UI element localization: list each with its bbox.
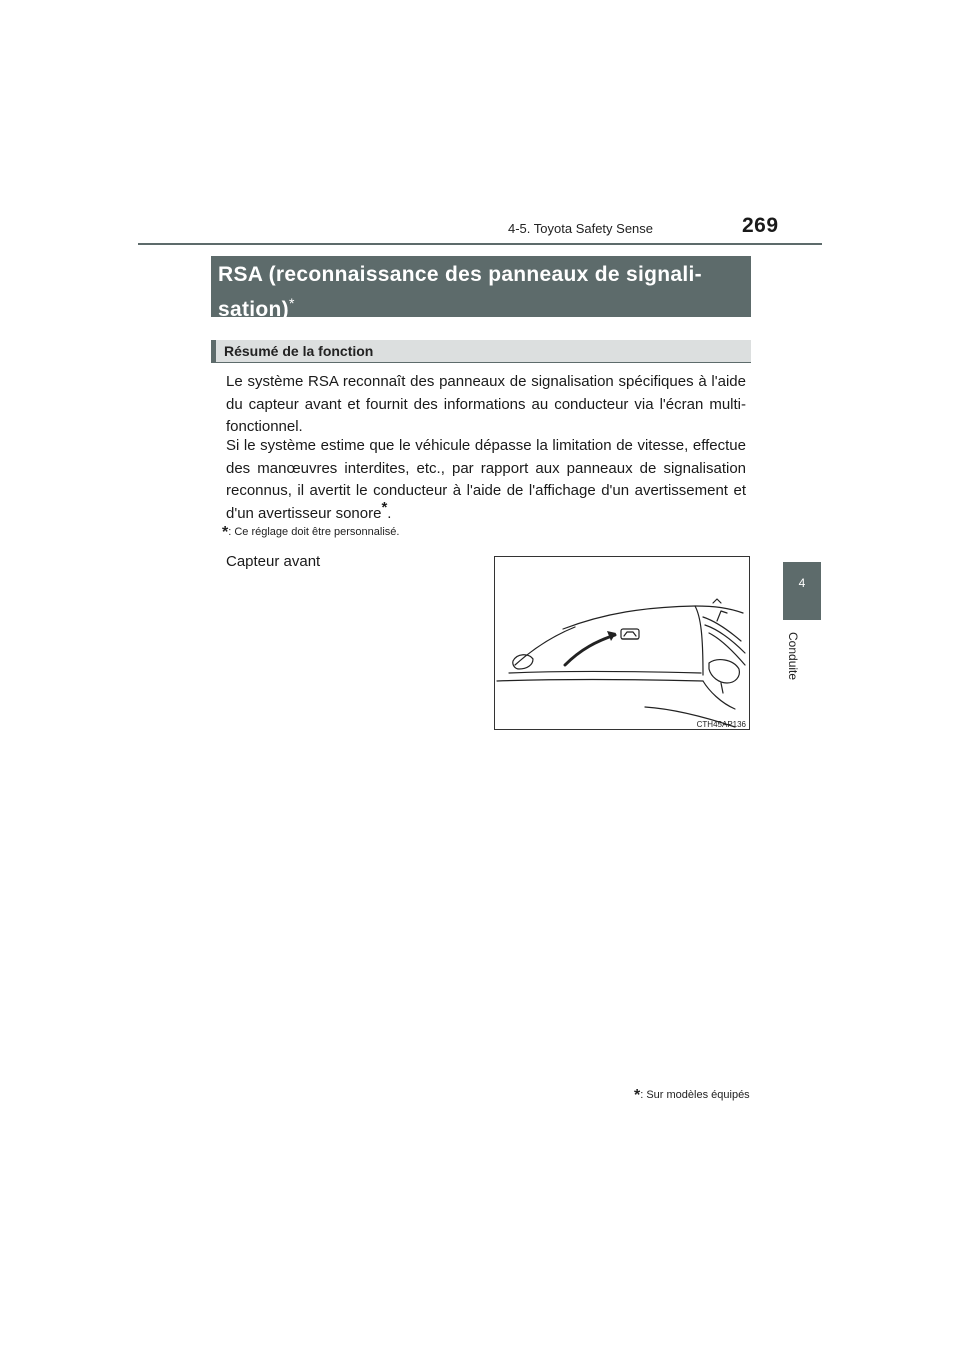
page-number: 269	[742, 214, 779, 237]
header-divider	[138, 243, 822, 245]
figure-caption-label: Capteur avant	[226, 553, 321, 570]
title-line-2	[218, 289, 751, 324]
car-windshield-drawing	[495, 557, 749, 729]
subheading-marker	[211, 340, 216, 363]
chapter-label	[786, 632, 806, 692]
page-title	[211, 256, 751, 321]
section-reference: 4-5. Toyota Safety Sense	[508, 221, 654, 236]
footnote-bottom-asterisk: *	[634, 1087, 641, 1104]
title-line-1: RSA (reconnaissance des panneaux de signali-	[218, 263, 702, 286]
footnote-inline	[222, 524, 399, 542]
title-asterisk: *	[288, 295, 295, 311]
chapter-label-text: Conduite	[786, 632, 800, 681]
chapter-tab	[783, 562, 821, 620]
subheading: Résumé de la fonction	[224, 343, 374, 359]
paragraph-2-text: Si le système estime que le véhicule dépasse la limitation de vitesse, effectue des manœuvres interdites, etc., par rapport aux panneaux de signalisation reconnus, il avertit le conducteur à l'aide de l'affichage d'un avertissement et d'un avertisseur sonore	[226, 437, 746, 522]
paragraph-1: Le système RSA reconnaît des panneaux de signalisation spécifiques à l'aide du capteur avant et fournit des informations au conducteur via l'écran multi-fonctionnel.	[226, 373, 746, 435]
footnote-inline-asterisk: *	[222, 524, 229, 541]
chapter-number: 4	[798, 576, 806, 590]
footnote-bottom	[634, 1087, 750, 1105]
figure-code: CTH45AP136	[696, 720, 746, 729]
paragraph-2	[226, 435, 746, 525]
windshield-sensor-illustration	[494, 556, 750, 730]
paragraph-2-end: .	[387, 504, 392, 522]
title-line-2-text: sation)	[218, 298, 289, 321]
paragraph-2-asterisk: *	[381, 498, 388, 516]
footnote-bottom-text: : Sur modèles équipés	[640, 1089, 750, 1101]
footnote-inline-text: : Ce réglage doit être personnalisé.	[228, 526, 400, 538]
